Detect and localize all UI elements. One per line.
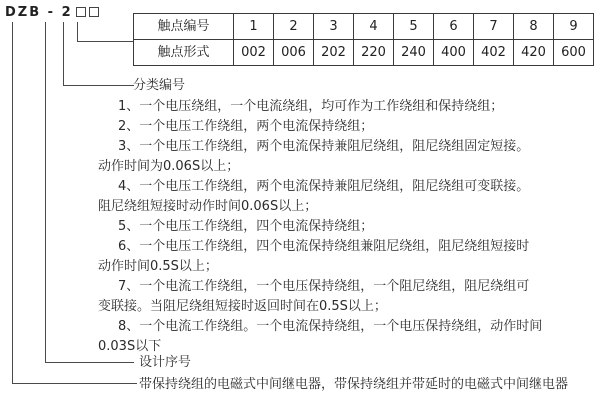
classification-item-6-cont: 动作时间0.5S以上； <box>98 259 218 274</box>
placeholder-box-2 <box>89 7 99 17</box>
model-code <box>5 5 99 19</box>
classification-item-3-cont: 动作时间为0.06S以上； <box>98 159 240 174</box>
contact-form-cell: 240 <box>394 40 434 66</box>
contact-form-header: 触点形式 <box>134 40 234 66</box>
contact-form-cell: 202 <box>314 40 354 66</box>
placeholder-box-1 <box>76 7 86 17</box>
design-serial-label: 设计序号 <box>139 355 192 370</box>
model-prefix: DZB - 2 <box>5 4 73 20</box>
contact-form-cell: 006 <box>274 40 314 66</box>
contact-number-cell: 8 <box>514 14 554 40</box>
contact-number-cell: 6 <box>434 14 474 40</box>
contact-number-cell: 1 <box>234 14 274 40</box>
contact-number-cell: 5 <box>394 14 434 40</box>
classification-item-8-cont: 0.03S以下 <box>98 339 162 354</box>
relay-type-label: 带保持绕组的电磁式中间继电器，带保持绕组并带延时的电磁式中间继电器 <box>139 377 569 392</box>
contact-form-cell: 002 <box>234 40 274 66</box>
classification-item-7: 7、一个电流工作绕组，一个电压保持绕组，一个阻尼绕组，阻尼绕组可 <box>118 279 530 294</box>
classification-item-1: 1、一个电压绕组，一个电流绕组，均可作为工作绕组和保持绕组； <box>118 99 504 114</box>
contact-form-cell: 420 <box>514 40 554 66</box>
classification-item-7-cont: 变联接。当阻尼绕组短接时返回时间在0.5S以上； <box>98 299 387 314</box>
classification-item-6: 6、一个电压工作绕组，四个电流保持绕组兼阻尼绕组，阻尼绕组短接时 <box>118 239 530 254</box>
contact-form-cell: 402 <box>474 40 514 66</box>
classification-item-3: 3、一个电压工作绕组，两个电流保持兼阻尼绕组，阻尼绕组固定短接。 <box>118 139 530 154</box>
classification-item-4-cont: 阻尼绕组短接时动作时间0.06S以上； <box>98 199 318 214</box>
classification-item-5: 5、一个电压工作绕组，四个电流保持绕组； <box>118 219 374 234</box>
classification-title: 分类编号 <box>133 78 186 93</box>
connector-contact-form <box>77 22 134 42</box>
contact-form-row <box>134 40 594 66</box>
contact-number-cell: 9 <box>554 14 594 40</box>
contact-number-cell: 4 <box>354 14 394 40</box>
contact-number-row <box>134 14 594 40</box>
contact-number-header: 触点编号 <box>134 14 234 40</box>
contact-table <box>133 13 594 66</box>
contact-number-cell: 2 <box>274 14 314 40</box>
contact-form-cell: 220 <box>354 40 394 66</box>
contact-number-cell: 3 <box>314 14 354 40</box>
contact-form-cell: 400 <box>434 40 474 66</box>
classification-item-8: 8、一个电流工作绕组。一个电流保持绕组，一个电压保持绕组，动作时间 <box>118 319 543 334</box>
contact-number-cell: 7 <box>474 14 514 40</box>
classification-item-4: 4、一个电压工作绕组，两个电流保持兼阻尼绕组，阻尼绕组可变联接。 <box>118 179 530 194</box>
classification-item-2: 2、一个电压工作绕组，两个电流保持绕组； <box>118 119 374 134</box>
contact-form-cell: 600 <box>554 40 594 66</box>
